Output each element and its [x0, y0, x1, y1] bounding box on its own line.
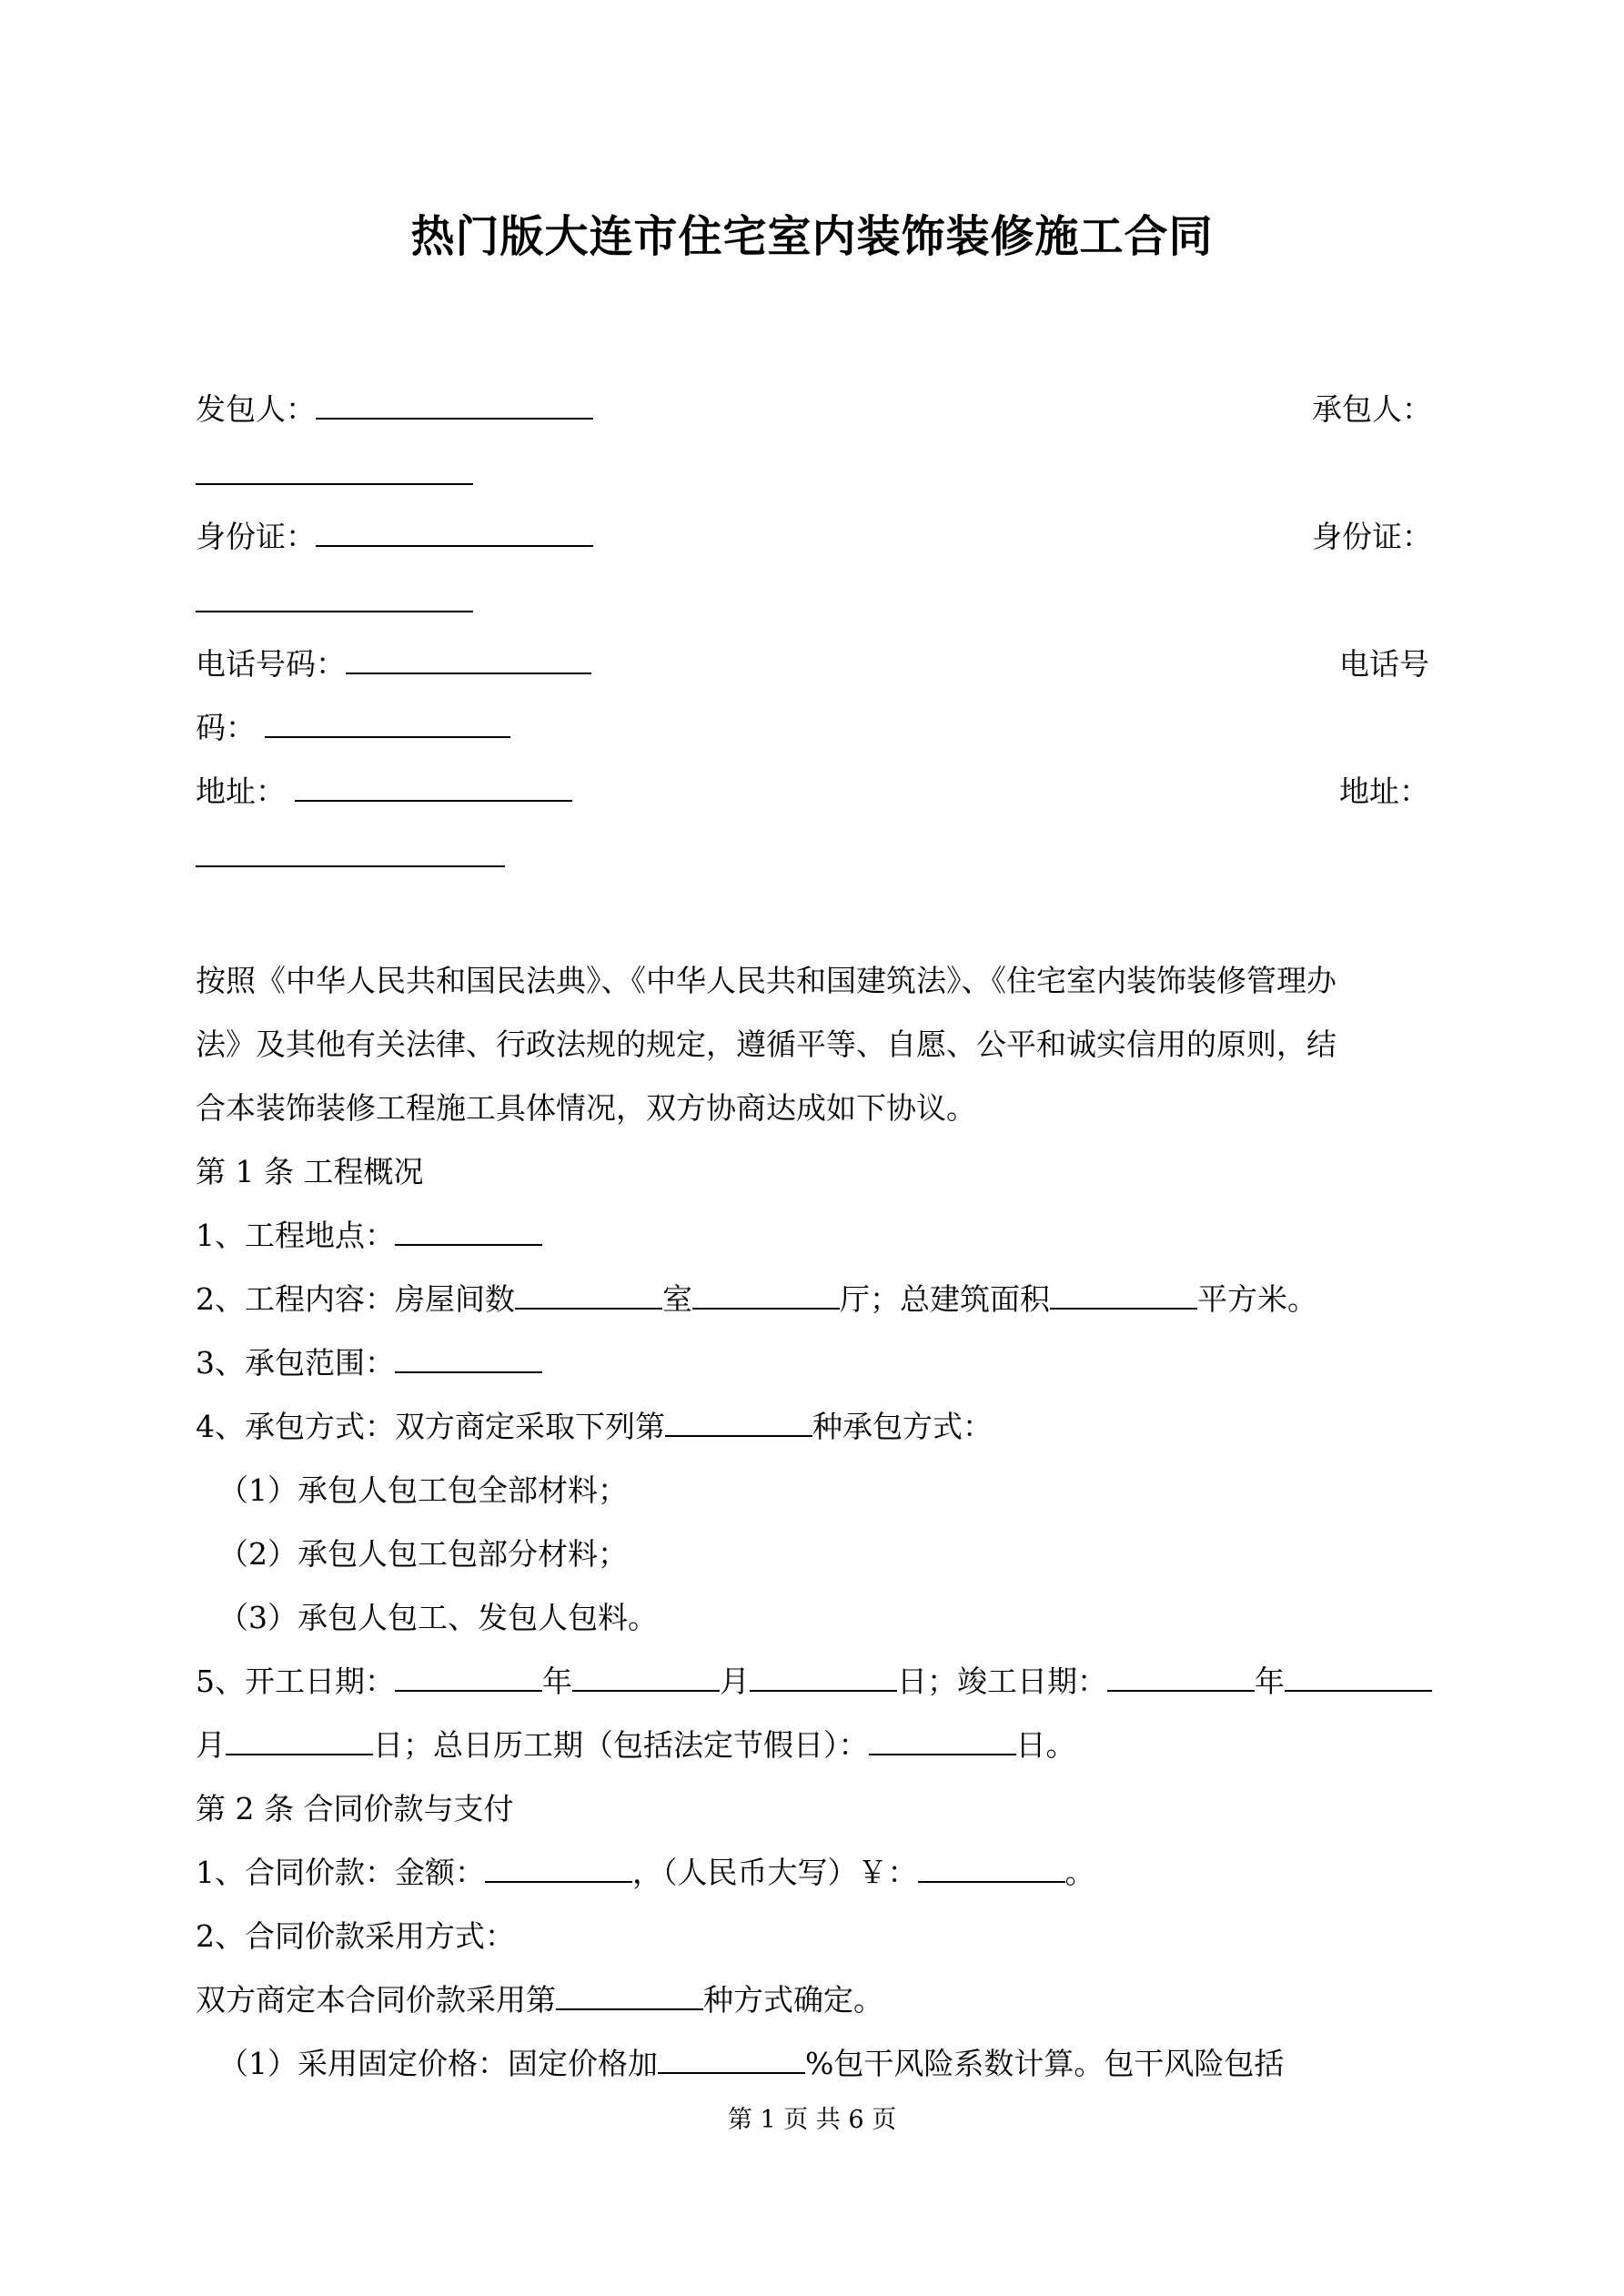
site-blank[interactable] [395, 1217, 542, 1246]
contractor-address-blank[interactable] [196, 838, 505, 867]
preamble-line-1: 按照《中华人民共和国民法典》、《中华人民共和国建筑法》、《住宅室内装饰装修管理办 [196, 963, 1337, 998]
price-amount-label: 1、合同价款：金额： [196, 1855, 485, 1890]
employer-address-blank[interactable] [295, 773, 572, 802]
contractor-address-line [196, 837, 505, 877]
contractor-phone-label-part1: 电话号 [1339, 646, 1429, 682]
area-label: 厅；总建筑面积 [840, 1281, 1050, 1317]
employer-address-label: 地址： [196, 774, 286, 809]
price-capital-label: ，（人民币大写）￥： [632, 1855, 918, 1890]
end-year-blank[interactable] [1107, 1663, 1255, 1692]
start-month-blank[interactable] [572, 1663, 720, 1692]
start-day-blank[interactable] [750, 1663, 897, 1692]
area-unit: 平方米。 [1197, 1281, 1317, 1317]
contract-mode-blank[interactable] [665, 1408, 812, 1437]
employer-line [196, 389, 593, 430]
halls-blank[interactable] [692, 1280, 840, 1310]
total-duration-blank[interactable] [869, 1726, 1016, 1755]
contractor-label: 承包人： [1312, 391, 1432, 427]
risk-coefficient-blank[interactable] [658, 2045, 805, 2074]
article2-option1 [218, 2044, 1284, 2084]
document-title: 热门版大连市住宅室内装饰装修施工合同 [410, 211, 1214, 262]
article1-item2 [196, 1279, 1317, 1320]
month-unit: 月 [720, 1664, 750, 1699]
article2-item2: 2、合同价款采用方式： [196, 1918, 515, 1954]
contractor-address-label: 地址： [1339, 774, 1429, 809]
contract-mode-suffix: 种承包方式： [812, 1409, 993, 1444]
article1-item5-line2 [196, 1725, 1076, 1765]
contract-option-3: （3）承包人包工、发包人包料。 [218, 1600, 658, 1635]
end-date-label: 日；竣工日期： [897, 1664, 1107, 1699]
employer-id-label: 身份证： [196, 519, 316, 554]
contractor-phone-label-part2: 码： [196, 710, 256, 745]
article1-item1 [196, 1216, 542, 1256]
rooms-unit: 室 [662, 1281, 692, 1317]
price-amount-blank[interactable] [485, 1854, 632, 1883]
total-duration-label: 日；总日历工期（包括法定节假日）： [373, 1727, 869, 1763]
content-label: 2、工程内容：房屋间数 [196, 1281, 515, 1317]
employer-phone-blank[interactable] [346, 645, 591, 674]
rooms-blank[interactable] [515, 1280, 662, 1310]
price-period: 。 [1064, 1855, 1095, 1890]
site-label: 1、工程地点： [196, 1218, 395, 1253]
total-duration-unit: 日。 [1015, 1727, 1076, 1763]
contractor-line [196, 455, 473, 495]
page-indicator: 第 1 页 共 6 页 [727, 2106, 897, 2134]
contract-mode-label: 4、承包方式：双方商定采取下列第 [196, 1409, 665, 1444]
end-year-unit: 年 [1255, 1664, 1285, 1699]
scope-blank[interactable] [395, 1344, 542, 1373]
contract-option-2: （2）承包人包工包部分材料； [218, 1536, 628, 1572]
article2-method [196, 1980, 883, 2020]
contractor-id-line [196, 582, 473, 622]
area-blank[interactable] [1050, 1280, 1197, 1310]
price-capital-blank[interactable] [918, 1854, 1065, 1883]
start-year-blank[interactable] [395, 1663, 542, 1692]
employer-phone-label: 电话号码： [196, 646, 346, 682]
end-month-blank[interactable] [1285, 1663, 1432, 1692]
contractor-id-label: 身份证： [1312, 519, 1432, 554]
contractor-phone-line [196, 708, 510, 748]
article1-item4 [196, 1407, 993, 1447]
article1-item5-line1 [196, 1662, 1432, 1702]
employer-phone-line [196, 644, 591, 684]
contractor-phone-blank[interactable] [265, 709, 510, 738]
contract-option-1: （1）承包人包工包全部材料； [218, 1472, 628, 1508]
method-label: 双方商定本合同价款采用第 [196, 1982, 556, 2018]
article1-item3 [196, 1343, 542, 1383]
contractor-blank[interactable] [196, 456, 473, 485]
employer-address-line [196, 772, 572, 812]
employer-id-blank[interactable] [316, 518, 593, 547]
year-unit: 年 [542, 1664, 572, 1699]
end-month-unit: 月 [196, 1727, 226, 1763]
employer-id-line [196, 517, 593, 557]
contractor-id-blank[interactable] [196, 583, 473, 612]
end-day-blank[interactable] [226, 1726, 373, 1755]
fixed-price-suffix: %包干风险系数计算。包干风险包括 [805, 2046, 1285, 2081]
article1-heading: 第 1 条 工程概况 [196, 1154, 424, 1189]
method-suffix: 种方式确定。 [703, 1982, 883, 2018]
start-date-label: 5、开工日期： [196, 1664, 395, 1699]
employer-blank[interactable] [316, 390, 593, 420]
article2-item1 [196, 1853, 1095, 1893]
article2-heading: 第 2 条 合同价款与支付 [196, 1791, 514, 1826]
employer-label: 发包人： [196, 391, 316, 427]
preamble-line-2: 法》及其他有关法律、行政法规的规定，遵循平等、自愿、公平和诚实信用的原则，结 [196, 1027, 1337, 1062]
preamble-line-3: 合本装饰装修工程施工具体情况，双方协商达成如下协议。 [196, 1090, 976, 1126]
method-blank[interactable] [556, 1981, 703, 2010]
fixed-price-label: （1）采用固定价格：固定价格加 [218, 2046, 658, 2081]
scope-label: 3、承包范围： [196, 1345, 395, 1381]
